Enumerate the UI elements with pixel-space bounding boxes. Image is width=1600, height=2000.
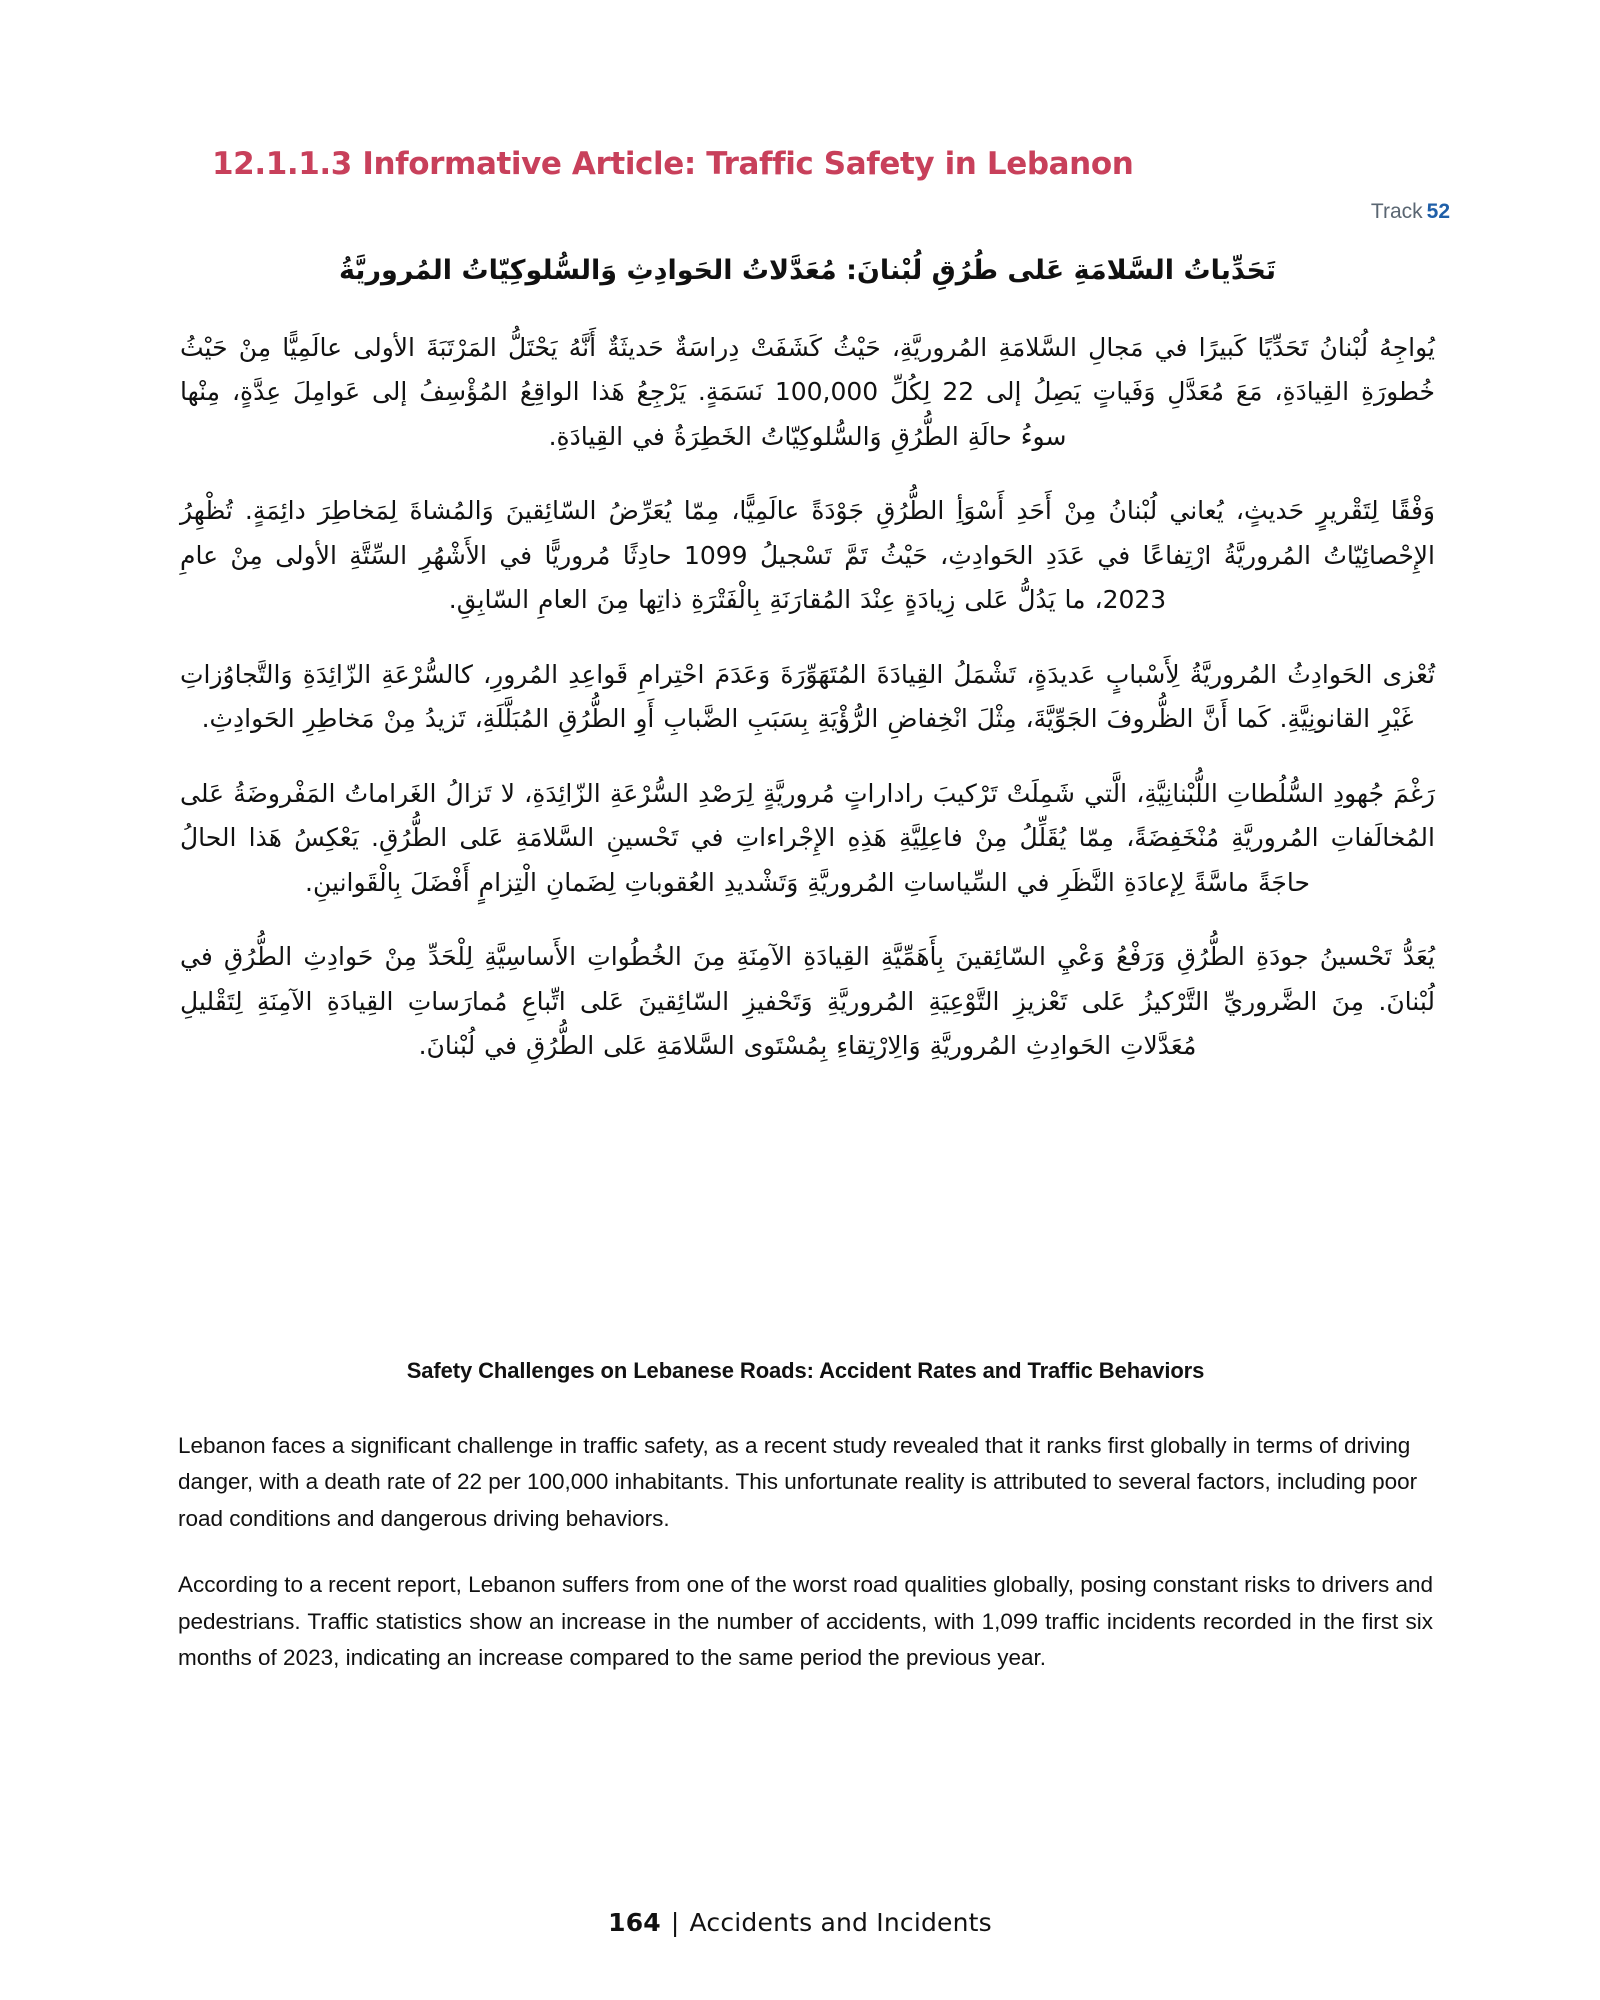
- arabic-article: [180, 250, 1435, 1069]
- english-paragraph-2: According to a recent report, Lebanon suffers from one of the worst road qualities globally, posing constant risks to drivers and pedestrians. Traffic statistics show an increase in the number of accidents, with 1,099 traffic incidents recorded in the first six months of 2023, indicating an increase compared to the same period the previous year.: [178, 1572, 1433, 1671]
- arabic-paragraph-1: يُواجِهُ لُبْنانُ تَحَدِّيًا كَبيرًا في مَجالِ السَّلامَةِ المُروريَّةِ، حَيْثُ كَشَفَتْ دِراسَةٌ حَديثَةٌ أَنَّهُ يَحْتَلُّ المَرْتَبَةَ الأولى عالَمِيًّا مِنْ حَيْثُ خُطورَةِ القِيادَةِ، مَعَ مُعَدَّلِ وَفَياتٍ يَصِلُ إلى 22 لِكُلِّ 100,000 نَسَمَةٍ. يَرْجِعُ هَذا الواقِعُ المُؤْسِفُ إلى عَوامِلَ عِدَّةٍ، مِنْها سوءُ حالَةِ الطُّرُقِ وَالسُّلوكِيّاتُ الخَطِرَةُ في القِيادَةِ.: [180, 332, 1436, 451]
- footer-separator: |: [670, 1908, 680, 1937]
- arabic-heading: تَحَدِّياتُ السَّلامَةِ عَلى طُرُقِ لُبْنانَ: مُعَدَّلاتُ الحَوادِثِ وَالسُّلوكِيّاتُ المُروريَّةُ: [338, 255, 1277, 286]
- english-paragraph-1: Lebanon faces a significant challenge in traffic safety, as a recent study revealed that it ranks first globally in terms of driving danger, with a death rate of 22 per 100,000 inhabitants. This unfortunate reality is attributed to several factors, including poor road conditions and dangerous driving behaviors.: [178, 1433, 1418, 1531]
- arabic-paragraph-4: رَغْمَ جُهودِ السُّلُطاتِ اللُّبْنانِيَّةِ، الَّتي شَمِلَتْ تَرْكيبَ راداراتٍ مُروريَّةٍ لِرَصْدِ السُّرْعَةِ الزّائِدَةِ، لا تَزالُ الغَراماتُ المَفْروضَةُ عَلى المُخالَفاتِ المُروريَّةِ مُنْخَفِضَةً، مِمّا يُقَلِّلُ مِنْ فاعِلِيَّةِ هَذِهِ الإِجْراءاتِ في تَحْسينِ السَّلامَةِ عَلى الطُّرُقِ. يَعْكِسُ هَذا الحالُ حاجَةً ماسَّةً لِإعادَةِ النَّظَرِ في السِّياساتِ المُروريَّةِ وَتَشْديدِ العُقوباتِ لِضَمانِ الْتِزامٍ أَفْضَلَ بِالْقَوانينِ.: [180, 778, 1435, 897]
- track-label-text: Track: [1370, 200, 1423, 223]
- arabic-paragraph-2: وَفْقًا لِتَقْريرٍ حَديثٍ، يُعاني لُبْنانُ مِنْ أَحَدِ أَسْوَأِ الطُّرُقِ جَوْدَةً عالَمِيًّا، مِمّا يُعَرِّضُ السّائِقينَ وَالمُشاةَ لِمَخاطِرَ دائِمَةٍ. تُظْهِرُ الإِحْصائِيّاتُ المُروريَّةُ ارْتِفاعًا في عَدَدِ الحَوادِثِ، حَيْثُ تَمَّ تَسْجيلُ 1099 حادِثًا مُروريًّا في الأَشْهُرِ السِّتَّةِ الأولى مِنْ عامِ 2023، ما يَدُلُّ عَلى زِيادَةٍ عِنْدَ المُقارَنَةِ بِالْفَتْرَةِ ذاتِها مِنَ العامِ السّابِقِ.: [180, 496, 1435, 615]
- arabic-paragraph-5: يُعَدُّ تَحْسينُ جودَةِ الطُّرُقِ وَرَفْعُ وَعْيِ السّائِقينَ بِأَهَمِّيَّةِ القِيادَةِ الآمِنَةِ مِنَ الخُطُواتِ الأَساسِيَّةِ لِلْحَدِّ مِنْ حَوادِثِ الطُّرُقِ في لُبْنانَ. مِنَ الضَّروريِّ التَّرْكيزُ عَلى تَعْزيزِ التَّوْعِيَةِ المُروريَّةِ وَتَحْفيزِ السّائِقينَ عَلى اتِّباعِ مُمارَساتِ القِيادَةِ الآمِنَةِ لِتَقْليلِ مُعَدَّلاتِ الحَوادِثِ المُروريَّةِ وَالِارْتِقاءِ بِمُسْتَوى السَّلامَةِ عَلى الطُّرُقِ في لُبْنانَ.: [180, 942, 1435, 1061]
- english-translation: [178, 1358, 1433, 1677]
- track-badge: [1371, 200, 1450, 224]
- english-heading: Safety Challenges on Lebanese Roads: Accident Rates and Traffic Behaviors: [406, 1358, 1205, 1383]
- track-number: 52: [1426, 200, 1450, 223]
- footer-chapter-name: Accidents and Incidents: [689, 1908, 992, 1937]
- page-footer: [0, 1908, 1600, 1937]
- footer-page-number: 164: [608, 1908, 661, 1937]
- page-title: 12.1.1.3 Informative Article: Traffic Safety in Lebanon: [212, 146, 1134, 182]
- arabic-paragraph-3: تُعْزى الحَوادِثُ المُروريَّةُ لِأَسْبابٍ عَديدَةٍ، تَشْمَلُ القِيادَةَ المُتَهَوِّرَةَ وَعَدَمَ احْتِرامِ قَواعِدِ المُرورِ، كالسُّرْعَةِ الزّائِدَةِ وَالتَّجاوُزاتِ غَيْرِ القانونِيَّةِ. كَما أَنَّ الظُّروفَ الجَوِّيَّةَ، مِثْلَ انْخِفاضِ الرُّؤْيَةِ بِسَبَبِ الضَّبابِ أَوِ الطُّرُقِ المُبَلَّلَةِ، تَزيدُ مِنْ مَخاطِرِ الحَوادِثِ.: [180, 659, 1435, 734]
